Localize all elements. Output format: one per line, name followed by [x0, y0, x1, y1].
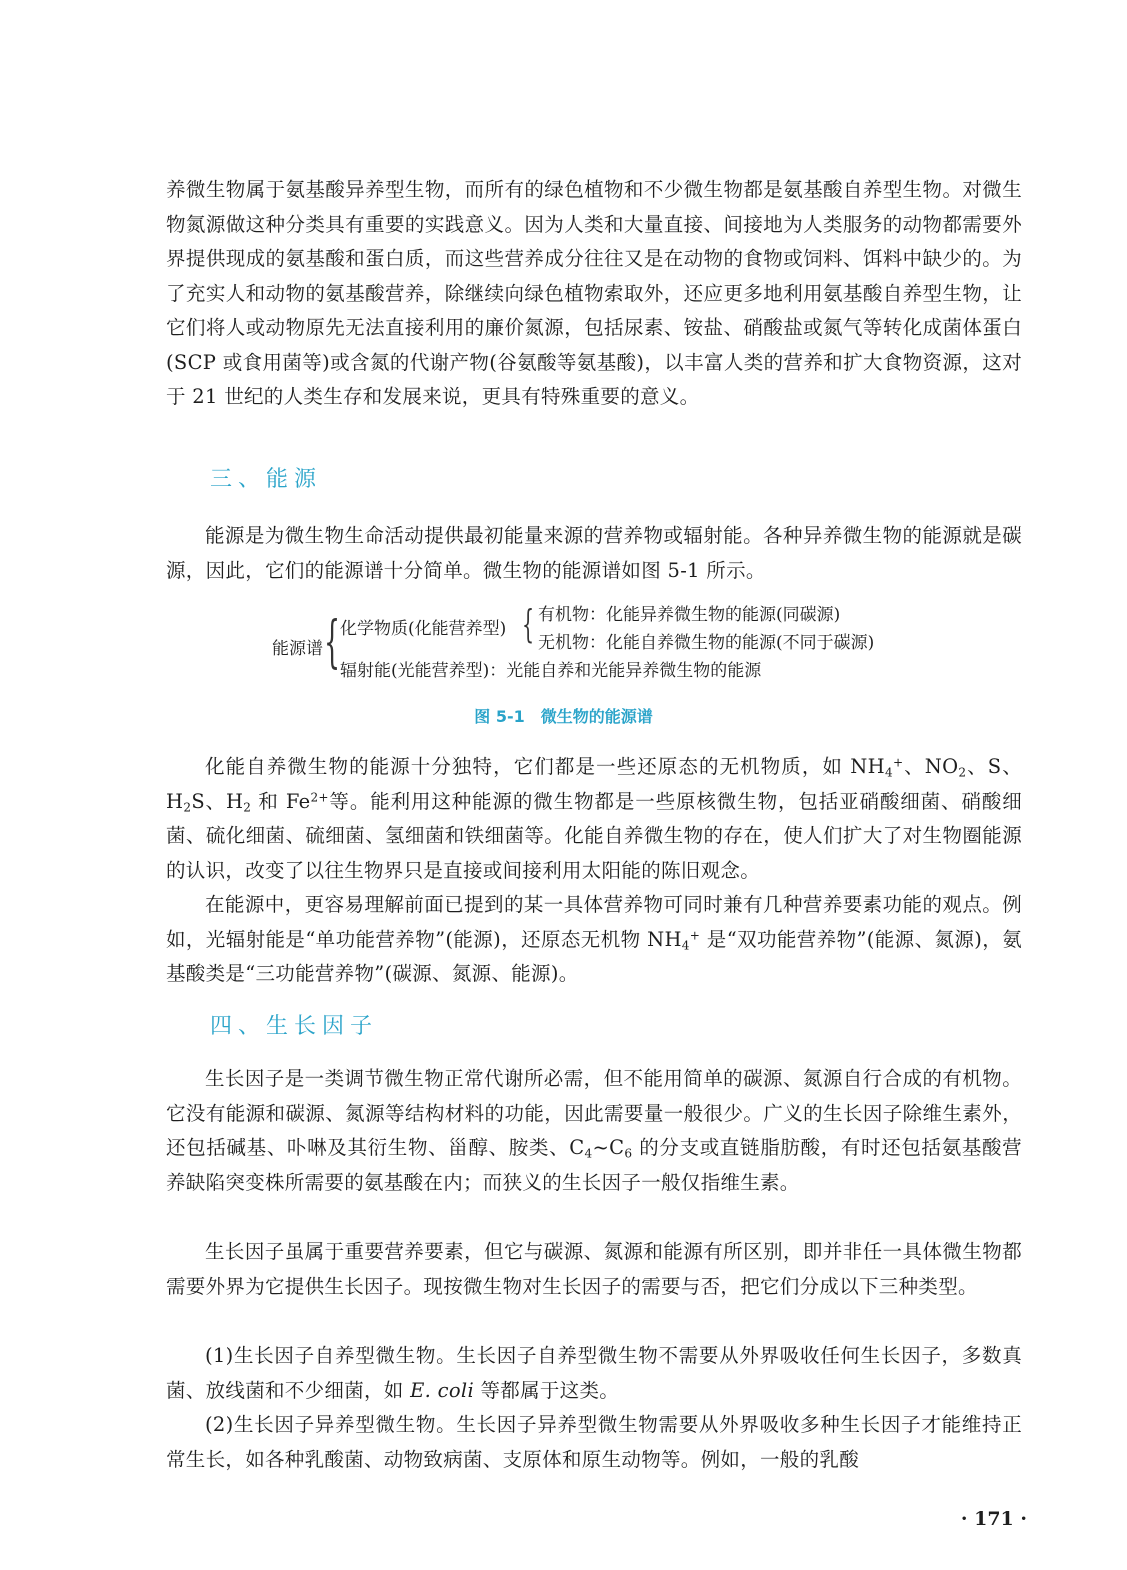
paragraph-growth-factor-definition: 生长因子是一类调节微生物正常代谢所必需，但不能用简单的碳源、氮源自行合成的有机物。它没有能源和碳源、氮源等结构材料的功能，因此需要量一般很少。广义的生长因子除维生素外，还包括碱基、卟啉及其衍生物、甾醇、胺类、$C_4\sim C_6$ 的分支或直链脂肪酸，有时还包括氨基酸营养缺陷突变株所需要的氨基酸在内；而狭义的生长因子一般仅指维生素。 [166, 1067, 1022, 1194]
energy-spectrum-diagram [272, 594, 972, 684]
page-number: · 171 · [960, 1508, 1027, 1530]
paragraph-heterotroph-type: (2)生长因子异养型微生物。生长因子异养型微生物需要从外界吸收多种生长因子才能维持正常生长，如各种乳酸菌、动物致病菌、支原体和原生动物等。例如，一般的乳酸 [166, 1413, 1022, 1471]
left-brace-icon: { [324, 610, 341, 675]
diagram-inorganic-label: 无机物：化能自养微生物的能源(不同于碳源) [538, 633, 875, 653]
inner-brace-icon: { [522, 602, 535, 646]
paragraph-chemoautotroph: 化能自养微生物的能源十分独特，它们都是一些还原态的无机物质，如 $NH_4^+$、$NO_2$、S、$H_2S$、$H_2$ 和 $Fe^{2+}$等。能利用这种能源的微生物都是一些原核微生物，包括亚硝酸细菌、硝酸细菌、硫化细菌、硫细菌、氢细菌和铁细菌等。化能自养微生物的存在，使人们扩大了对生物圈能源的认识，改变了以往生物界只是直接或间接利用太阳能的陈旧观念。 [166, 755, 1023, 882]
heading-growth-factor: 四、生长因子 [210, 1014, 379, 1039]
paragraph-multifunction-nutrient: 在能源中，更容易理解前面已提到的某一具体营养物可同时兼有几种营养要素功能的观点。例如，光辐射能是“单功能营养物”(能源)，还原态无机物 $NH_4^+$ 是“双功能营养物”(能源、氮源)，氨基酸类是“三功能营养物”(碳源、氮源、能源)。 [166, 893, 1022, 985]
paragraph-autotroph-type: (1)生长因子自养型微生物。生长因子自养型微生物不需要从外界吸收任何生长因子，多数真菌、放线菌和不少细菌，如 E. coli 等都属于这类。 [166, 1344, 1022, 1402]
diagram-organic-label: 有机物：化能异养微生物的能源(同碳源) [538, 605, 841, 625]
diagram-root-label: 能源谱 [272, 639, 323, 659]
diagram-radiant-label: 辐射能(光能营养型)：光能自养和光能异养微生物的能源 [340, 661, 762, 681]
paragraph-energy-intro: 能源是为微生物生命活动提供最初能量来源的营养物或辐射能。各种异养微生物的能源就是碳源，因此，它们的能源谱十分简单。微生物的能源谱如图 5-1 所示。 [166, 524, 1022, 582]
heading-energy: 三、能源 [210, 467, 323, 492]
diagram-chemical-label: 化学物质(化能营养型) [340, 619, 507, 639]
paragraph-nitrogen-classification: 养微生物属于氨基酸异养型生物，而所有的绿色植物和不少微生物都是氨基酸自养型生物。对微生物氮源做这种分类具有重要的实践意义。因为人类和大量直接、间接地为人类服务的动物都需要外界提供现成的氨基酸和蛋白质，而这些营养成分往往又是在动物的食物或饲料、饵料中缺少的。为了充实人和动物的氨基酸营养，除继续向绿色植物索取外，还应更多地利用氨基酸自养型生物，让它们将人或动物原先无法直接利用的廉价氮源，包括尿素、铵盐、硝酸盐或氮气等转化成菌体蛋白(SCP 或食用菌等)或含氮的代谢产物(谷氨酸等氨基酸)，以丰富人类的营养和扩大食物资源，这对于 21 世纪的人类生存和发展来说，更具有特殊重要的意义。 [166, 178, 1022, 408]
paragraph-growth-factor-types: 生长因子虽属于重要营养要素，但它与碳源、氮源和能源有所区别，即并非任一具体微生物都需要外界为它提供生长因子。现按微生物对生长因子的需要与否，把它们分成以下三种类型。 [166, 1240, 1022, 1298]
figure-caption: 图 5-1 微生物的能源谱 [474, 707, 653, 726]
